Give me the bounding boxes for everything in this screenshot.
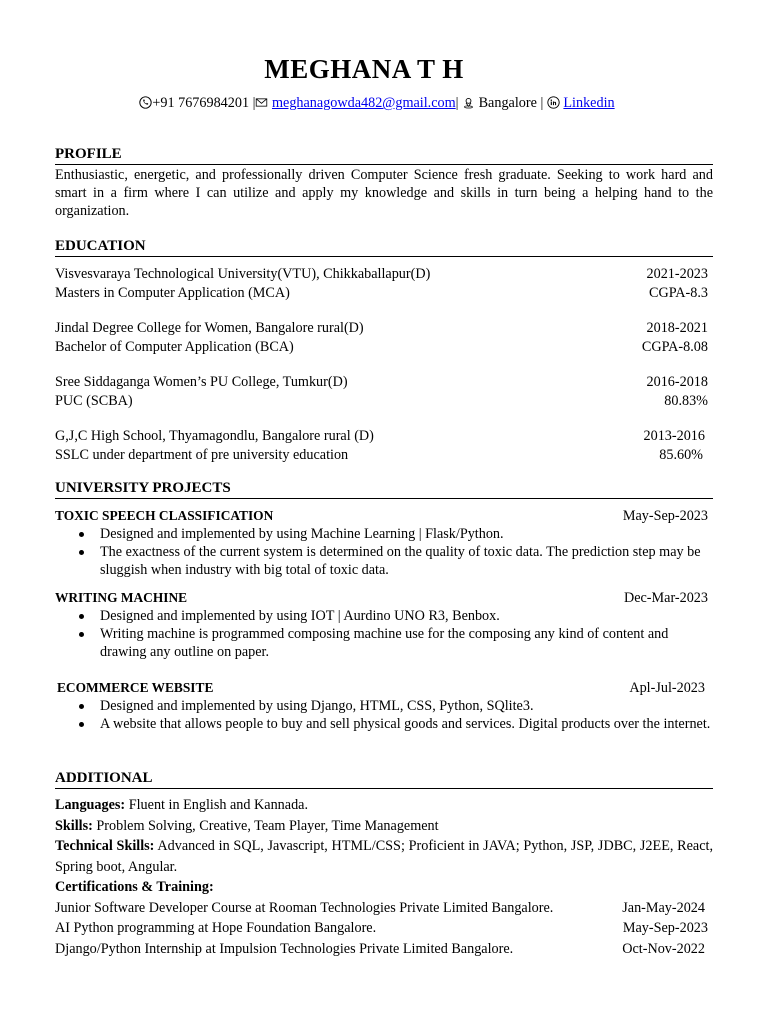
years: 2016-2018 xyxy=(646,374,708,390)
certification-text: AI Python programming at Hope Foundation Bangalore. xyxy=(55,920,377,936)
project-date: Dec-Mar-2023 xyxy=(623,590,708,606)
projects-section xyxy=(55,480,713,733)
technical-skills-value: Advanced in SQL, Javascript, HTML/CSS; Proficient in JAVA; Python, JSP, JDBC, J2EE, React, Spring boot, Angular. xyxy=(55,838,713,875)
project-date: May-Sep-2023 xyxy=(622,508,708,524)
skills-value: Problem Solving, Creative, Team Player, Time Management xyxy=(96,817,439,834)
years: 2018-2021 xyxy=(646,320,708,336)
education-heading: EDUCATION xyxy=(55,238,713,257)
score: CGPA-8.08 xyxy=(641,338,708,355)
project-bullet: Writing machine is programmed composing machine use for the composing any kind of content and drawing any outline on paper. xyxy=(100,625,713,661)
skills-line xyxy=(55,816,713,837)
linkedin-icon xyxy=(547,96,560,109)
languages-label: Languages: xyxy=(55,797,126,813)
score: 85.60% xyxy=(659,446,703,463)
certification-date: Jan-May-2024 xyxy=(622,899,705,916)
project-bullet: Designed and implemented by using IOT | Aurdino UNO R3, Benbox. xyxy=(100,607,713,625)
phone-icon xyxy=(139,96,152,109)
project-entry xyxy=(55,679,713,733)
education-entry xyxy=(55,373,713,410)
degree: Masters in Computer Application (MCA) xyxy=(55,284,290,301)
education-entry xyxy=(55,427,713,464)
additional-heading: ADDITIONAL xyxy=(55,770,713,789)
years: 2021-2023 xyxy=(646,266,708,282)
years: 2013-2016 xyxy=(643,428,705,444)
project-entry xyxy=(55,589,713,661)
certification-item xyxy=(55,898,713,919)
additional-section xyxy=(55,770,713,959)
certifications-label-text: Certifications & Training: xyxy=(55,879,214,895)
institution: Visvesvaraya Technological University(VTU), Chikkaballapur(D) xyxy=(55,266,431,282)
project-bullet: A website that allows people to buy and sell physical goods and services. Digital products over the internet. xyxy=(100,715,713,733)
certifications-label xyxy=(55,877,713,898)
project-date: Apl-Jul-2023 xyxy=(629,680,705,696)
profile-section xyxy=(55,146,713,220)
education-entry xyxy=(55,319,713,356)
languages-value: Fluent in English and Kannada. xyxy=(128,797,309,813)
degree: Bachelor of Computer Application (BCA) xyxy=(55,338,294,355)
certification-date: May-Sep-2023 xyxy=(622,920,708,936)
email-link[interactable]: meghanagowda482@gmail.com xyxy=(271,95,456,111)
project-entry xyxy=(55,507,713,579)
institution: G,J,C High School, Thyamagondlu, Bangalore rural (D) xyxy=(55,428,374,444)
technical-skills-label: Technical Skills: xyxy=(55,838,155,854)
certification-text: Junior Software Developer Course at Rooman Technologies Private Limited Bangalore. xyxy=(55,899,554,916)
project-bullet: The exactness of the current system is determined on the quality of toxic data. The prediction step may be sluggish when industry with big total of toxic data. xyxy=(100,543,713,579)
certification-item xyxy=(55,918,713,939)
project-bullet: Designed and implemented by using Machine Learning | Flask/Python. xyxy=(100,525,713,543)
degree: SSLC under department of pre university education xyxy=(55,446,349,463)
education-section xyxy=(55,238,713,464)
location-icon xyxy=(462,96,475,109)
certification-text: Django/Python Internship at Impulsion Technologies Private Limited Bangalore. xyxy=(55,940,514,957)
certification-item xyxy=(55,939,713,960)
skills-label: Skills: xyxy=(55,817,93,834)
linkedin-link[interactable]: Linkedin xyxy=(563,95,615,111)
project-bullet: Designed and implemented by using Django, HTML, CSS, Python, SQlite3. xyxy=(100,697,713,715)
contact-line: +91 7676984201 | meghanagowda482@gmail.com| Bangalore | Linkedin xyxy=(0,95,754,112)
project-title: ECOMMERCE WEBSITE xyxy=(57,680,214,695)
degree: PUC (SCBA) xyxy=(55,392,133,409)
institution: Jindal Degree College for Women, Bangalore rural(D) xyxy=(55,320,364,336)
profile-heading: PROFILE xyxy=(55,146,713,165)
project-title: TOXIC SPEECH CLASSIFICATION xyxy=(55,508,274,523)
score: CGPA-8.3 xyxy=(648,284,708,301)
institution: Sree Siddaganga Women’s PU College, Tumkur(D) xyxy=(55,374,348,390)
profile-text: Enthusiastic, energetic, and professionally driven Computer Science fresh graduate. Seeking to work hard and smart in a firm where I can utilize and apply my knowledge and skills in turn being a helping hand to the organization. xyxy=(55,167,713,219)
mail-icon xyxy=(255,96,268,109)
score: 80.83% xyxy=(664,392,708,409)
technical-skills-line xyxy=(55,836,713,877)
project-title: WRITING MACHINE xyxy=(55,590,188,605)
projects-heading: UNIVERSITY PROJECTS xyxy=(55,480,713,499)
education-entry xyxy=(55,265,713,302)
candidate-name: MEGHANA T H xyxy=(264,54,464,84)
phone-number: +91 7676984201 xyxy=(152,95,250,111)
languages-line xyxy=(55,795,713,816)
location-text: Bangalore xyxy=(478,95,537,111)
certification-date: Oct-Nov-2022 xyxy=(622,940,705,957)
